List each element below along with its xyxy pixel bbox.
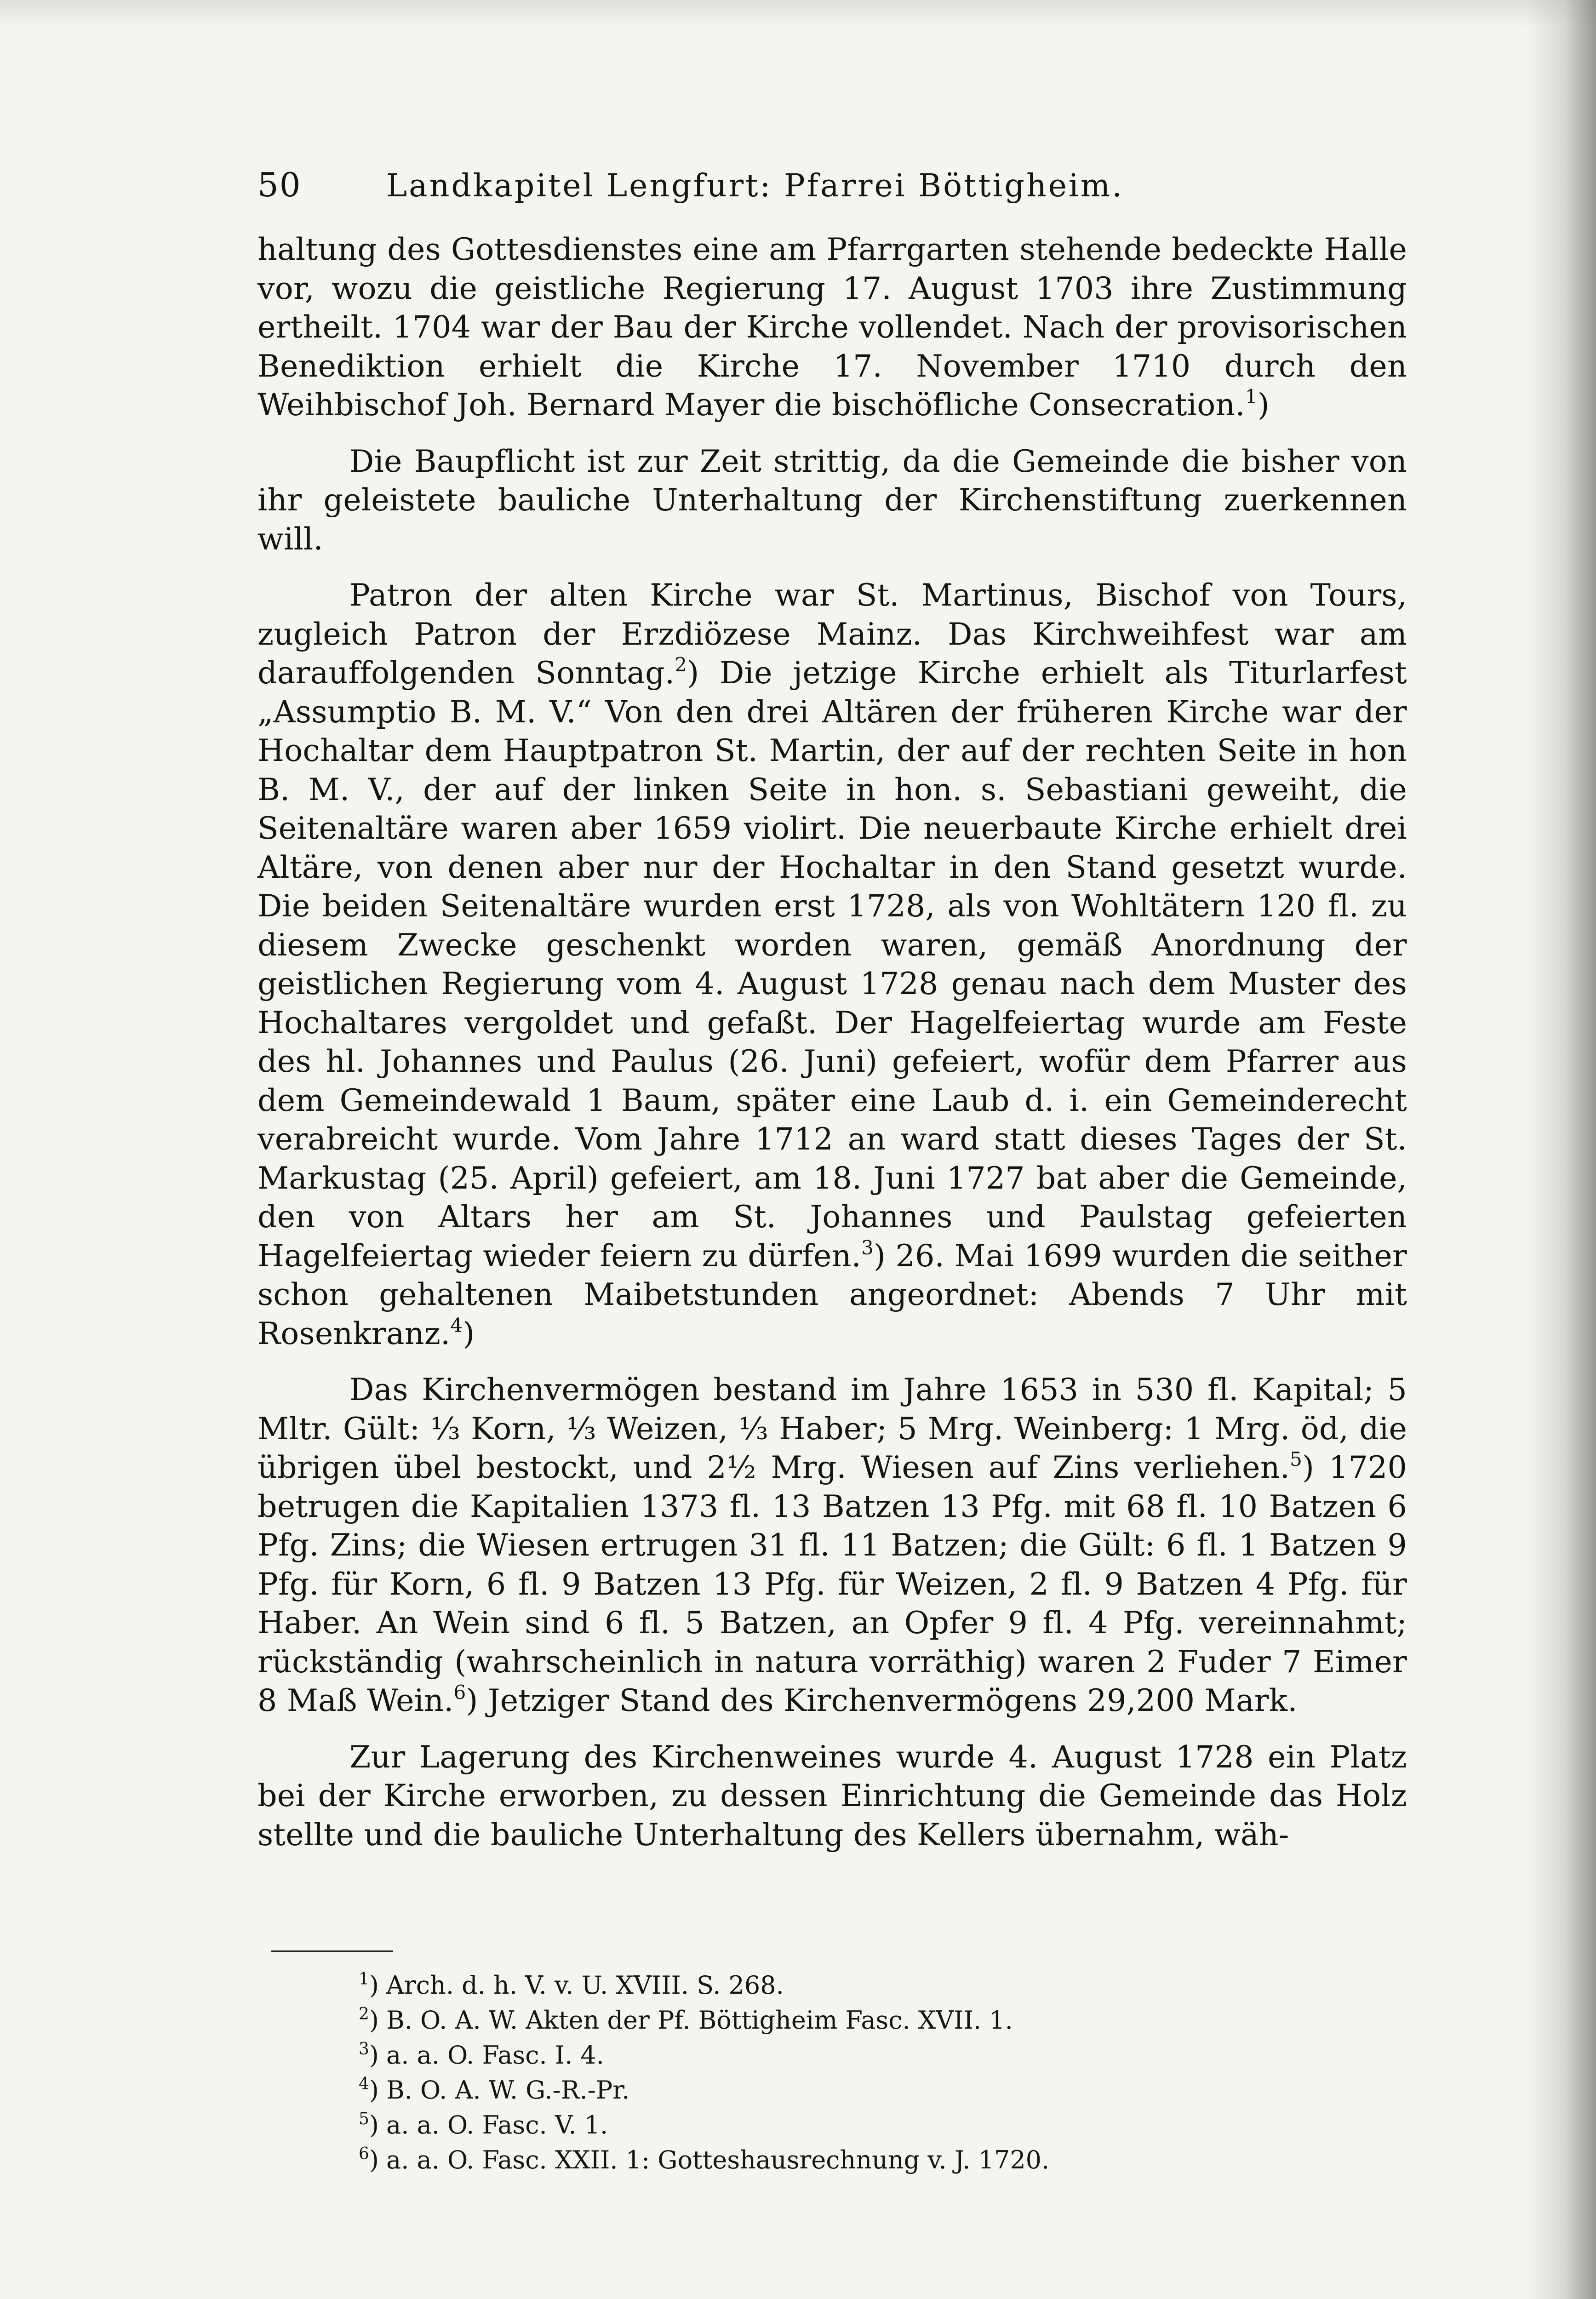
paragraph-text: Das Kirchenvermögen bestand im Jahre 1653 in 530 fl. Kapital; 5 Mltr. Gült: ⅓ Korn, ⅓ Weizen, ⅓ Haber; 5 Mrg. Weinberg: 1 Mrg. öd, die übrigen übel bestockt, und 2½ Mrg. Wiesen auf Zins verliehen.	[257, 1372, 1407, 1485]
paragraph-text: haltung des Gottesdienstes eine am Pfarrgarten stehende bedeckte Halle vor, wozu die geistliche Regierung 17. August 1703 ihre Zustimmung ertheilt. 1704 war der Bau der Kirche vollendet. Nach der provisorischen Benediktion erhielt die Kirche 17. November 1710 durch den Weihbischof Joh. Bernard Mayer die bischöfliche Consecration.	[257, 231, 1407, 423]
footnote-marker: $^6$)	[359, 2145, 379, 2174]
footnote-reference: 1	[1245, 385, 1258, 408]
footnote-text: a. a. O. Fasc. V. 1.	[386, 2110, 608, 2139]
footnote-marker-number: 1	[359, 1970, 369, 1989]
footnote-text: B. O. A. W. G.-R.-Pr.	[386, 2076, 630, 2105]
footnote-marker-number: 2	[359, 2005, 369, 2024]
page-content	[257, 166, 1407, 2178]
footnote-marker: $^4$)	[359, 2075, 379, 2105]
footnote-marker: $^5$)	[359, 2110, 379, 2139]
page-edge-shadow-top	[0, 0, 1596, 28]
footnote-divider	[271, 1950, 393, 1952]
paragraph	[257, 576, 1407, 1353]
footnote	[359, 2073, 1407, 2108]
footnote-marker-number: 5	[359, 2110, 369, 2128]
footnote-text: B. O. A. W. Akten der Pf. Böttigheim Fasc. XVII. 1.	[386, 2006, 1013, 2035]
paragraph-text: ) Jetziger Stand des Kirchenvermögens 29,200 Mark.	[466, 1682, 1298, 1718]
footnote-reference: 6	[453, 1681, 466, 1704]
paragraph-text: )	[463, 1315, 475, 1351]
footnote-marker: $^1$)	[359, 1970, 379, 2000]
footnote-text: Arch. d. h. V. v. U. XVIII. S. 268.	[386, 1971, 784, 2000]
footnote-marker-number: 4	[359, 2075, 369, 2093]
footnote-text: a. a. O. Fasc. XXII. 1: Gotteshausrechnung v. J. 1720.	[386, 2145, 1050, 2174]
page-header	[257, 166, 1407, 212]
paragraph-text: ) Die jetzige Kirche erhielt als Titurlarfest „Assumptio B. M. V.“ Von den drei Altären der früheren Kirche war der Hochaltar dem Hauptpatron St. Martin, der auf der rechten Seite in hon B. M. V., der auf der linken Seite in hon. s. Sebastiani geweiht, die Seitenaltäre waren aber 1659 violirt. Die neuerbaute Kirche erhielt drei Altäre, von denen aber nur der Hochaltar in den Stand gesetzt wurde. Die beiden Seitenaltäre wurden erst 1728, als von Wohltätern 120 fl. zu diesem Zwecke geschenkt worden waren, gemäß Anordnung der geistlichen Regierung vom 4. August 1728 genau nach dem Muster des Hochaltares vergoldet und gefaßt. Der Hagelfeiertag wurde am Feste des hl. Johannes und Paulus (26. Juni) gefeiert, wofür dem Pfarrer aus dem Gemeindewald 1 Baum, später eine Laub d. i. ein Gemeinderecht verabreicht wurde. Vom Jahre 1712 an ward statt dieses Tages der St. Markustag (25. April) gefeiert, am 18. Juni 1727 bat aber die Gemeinde, den von Altars her am St. Johannes und Paulstag gefeierten Hagelfeiertag wieder feiern zu dürfen.	[257, 655, 1407, 1274]
footnote-reference: 4	[450, 1314, 463, 1337]
footnote	[359, 2108, 1407, 2143]
paragraph-text: Patron der alten Kirche war St. Martinus, Bischof von Tours, zugleich Patron der Erzdiözese Mainz. Das Kirchweihfest war am darauffolgenden Sonntag.	[257, 577, 1407, 691]
paragraph	[257, 1738, 1407, 1854]
paragraph	[257, 442, 1407, 559]
footnote	[359, 2003, 1407, 2038]
paragraph	[257, 230, 1407, 424]
footnotes	[359, 1968, 1407, 2178]
paragraph-text: Zur Lagerung des Kirchenweines wurde 4. August 1728 ein Platz bei der Kirche erworben, zu dessen Einrichtung die Gemeinde das Holz stellte und die bauliche Unterhaltung des Kellers übernahm, wäh-	[257, 1739, 1407, 1853]
footnote	[359, 1968, 1407, 2003]
page-number: 50	[257, 166, 302, 204]
footnote-marker: $^2$)	[359, 2005, 379, 2035]
paragraph-text: Die Baupflicht ist zur Zeit strittig, da die Gemeinde die bisher von ihr geleistete bauliche Unterhaltung der Kirchenstiftung zuerkennen will.	[257, 443, 1407, 557]
footnote-reference: 3	[861, 1236, 874, 1259]
footnote-text: a. a. O. Fasc. I. 4.	[386, 2041, 604, 2070]
paragraph-text: ) 26. Mai 1699 wurden die seither schon gehaltenen Maibetstunden angeordnet: Abends 7 Uhr mit Rosenkranz.	[257, 1237, 1407, 1351]
body-text	[257, 230, 1407, 1854]
footnote-marker: $^3$)	[359, 2040, 379, 2070]
paragraph-text: ) 1720 betrugen die Kapitalien 1373 fl. 13 Batzen 13 Pfg. mit 68 fl. 10 Batzen 6 Pfg. Zins; die Wiesen ertrugen 31 fl. 11 Batzen; die Gült: 6 fl. 1 Batzen 9 Pfg. für Korn, 6 fl. 9 Batzen 13 Pfg. für Weizen, 2 fl. 9 Batzen 4 Pfg. für Haber. An Wein sind 6 fl. 5 Batzen, an Opfer 9 fl. 4 Pfg. vereinnahmt; rückständig (wahrscheinlich in natura vorräthig) waren 2 Fuder 7 Eimer 8 Maß Wein.	[257, 1449, 1407, 1718]
footnote-reference: 2	[675, 653, 687, 676]
running-title: Landkapitel Lengfurt: Pfarrei Böttigheim.	[386, 168, 1124, 204]
footnote-marker-number: 6	[359, 2145, 369, 2163]
paragraph-text: )	[1257, 387, 1270, 423]
footnote	[359, 2038, 1407, 2073]
page-edge-shadow	[1527, 0, 1596, 2299]
footnote-reference: 5	[1290, 1448, 1302, 1470]
footnote	[359, 2143, 1407, 2178]
footnote-marker-number: 3	[359, 2040, 369, 2059]
paragraph	[257, 1370, 1407, 1720]
